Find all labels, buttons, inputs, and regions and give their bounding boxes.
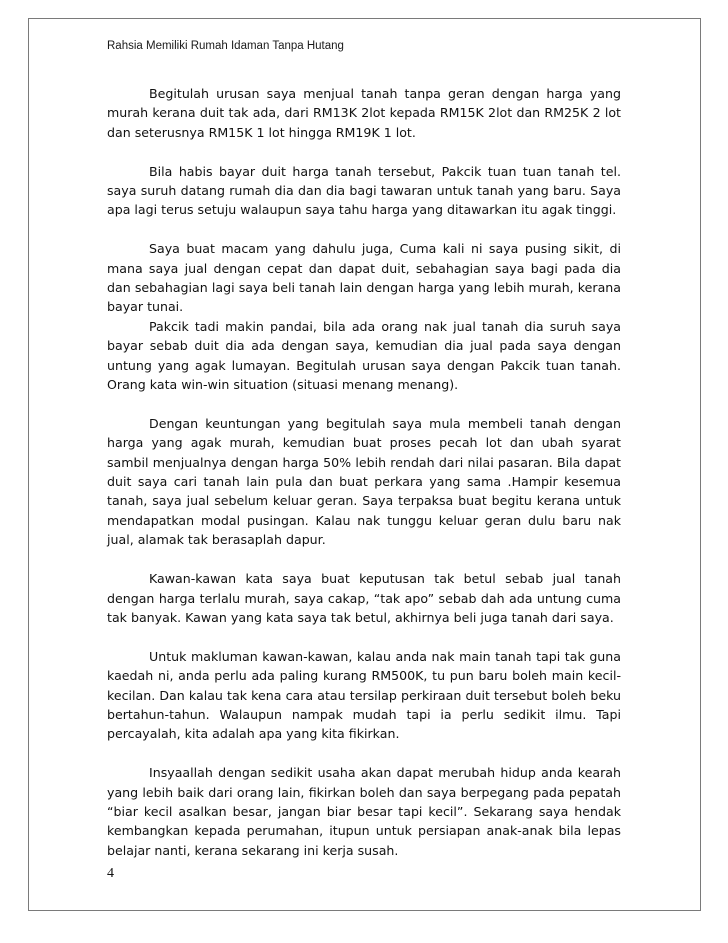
paragraph-8: Insyaallah dengan sedikit usaha akan dapat merubah hidup anda kearah yang lebih baik dari orang lain, fikirkan boleh dan saya berpegang pada pepatah “biar kecil asalkan besar, jangan biar besar tapi kecil”. Sekarang saya hendak kembangkan kepada perumahan, itupun untuk persiapan anak-anak bila lepas belajar nanti, kerana sekarang ini kerja susah. [107,765,621,858]
paragraph-7: Untuk makluman kawan-kawan, kalau anda nak main tanah tapi tak guna kaedah ni, anda perlu ada paling kurang RM500K, tu pun baru boleh main kecil-kecilan. Dan kalau tak kena cara atau tersilap perkiraan duit tersebut boleh beku bertahun-tahun. Walaupun nampak mudah tapi ia perlu sedikit ilmu. Tapi percayalah, kita adalah apa yang kita fikirkan. [107,648,621,742]
paragraph-6: Kawan-kawan kata saya buat keputusan tak betul sebab jual tanah dengan harga terlalu murah, saya cakap, “tak apo” sebab dah ada untung cuma tak banyak. Kawan yang kata saya tak betul, akhirnya beli juga tanah dari saya. [107,571,621,625]
paragraph-3: Saya buat macam yang dahulu juga, Cuma kali ni saya pusing sikit, di mana saya jual dengan cepat dan dapat duit, sebahagian saya bagi pada dia dan sebahagian lagi saya beli tanah lain dengan harga yang lebih murah, kerana bayar tunai. [107,241,621,315]
paragraph-1: Begitulah urusan saya menjual tanah tanpa geran dengan harga yang murah kerana duit tak ada, dari RM13K 2lot kepada RM15K 2lot dan RM25K 2 lot dan seterusnya RM15K 1 lot hingga RM19K 1 lot. [107,86,621,140]
paragraph-4: Pakcik tadi makin pandai, bila ada orang nak jual tanah dia suruh saya bayar sebab duit dia ada dengan saya, kemudian dia jual pada saya dengan untung yang agak lumayan. Begitulah urusan saya dengan Pakcik tuan tanah. Orang kata win-win situation (situasi menang menang). [107,318,621,393]
running-header: Rahsia Memiliki Rumah Idaman Tanpa Hutang [107,40,344,52]
body-text [107,84,621,860]
paragraph-5: Dengan keuntungan yang begitulah saya mula membeli tanah dengan harga yang agak murah, kemudian buat proses pecah lot dan ubah syarat sambil menjualnya dengan harga 50% lebih rendah dari nilai pasaran. Bila dapat duit saya cari tanah lain pula dan buat perkara yang sama .Hampir kesemua tanah, saya jual sebelum keluar geran. Saya terpaksa buat begitu kerana untuk mendapatkan modal pusingan. Kalau nak tunggu keluar geran dulu baru nak jual, alamak tak berasaplah dapur. [107,415,621,548]
page-number: 4 [107,866,114,881]
paragraph-2: Bila habis bayar duit harga tanah tersebut, Pakcik tuan tuan tanah tel. saya suruh datang rumah dia dan dia bagi tawaran untuk tanah yang baru. Saya apa lagi terus setuju walaupun saya tahu harga yang ditawarkan itu agak tinggi. [107,163,621,218]
